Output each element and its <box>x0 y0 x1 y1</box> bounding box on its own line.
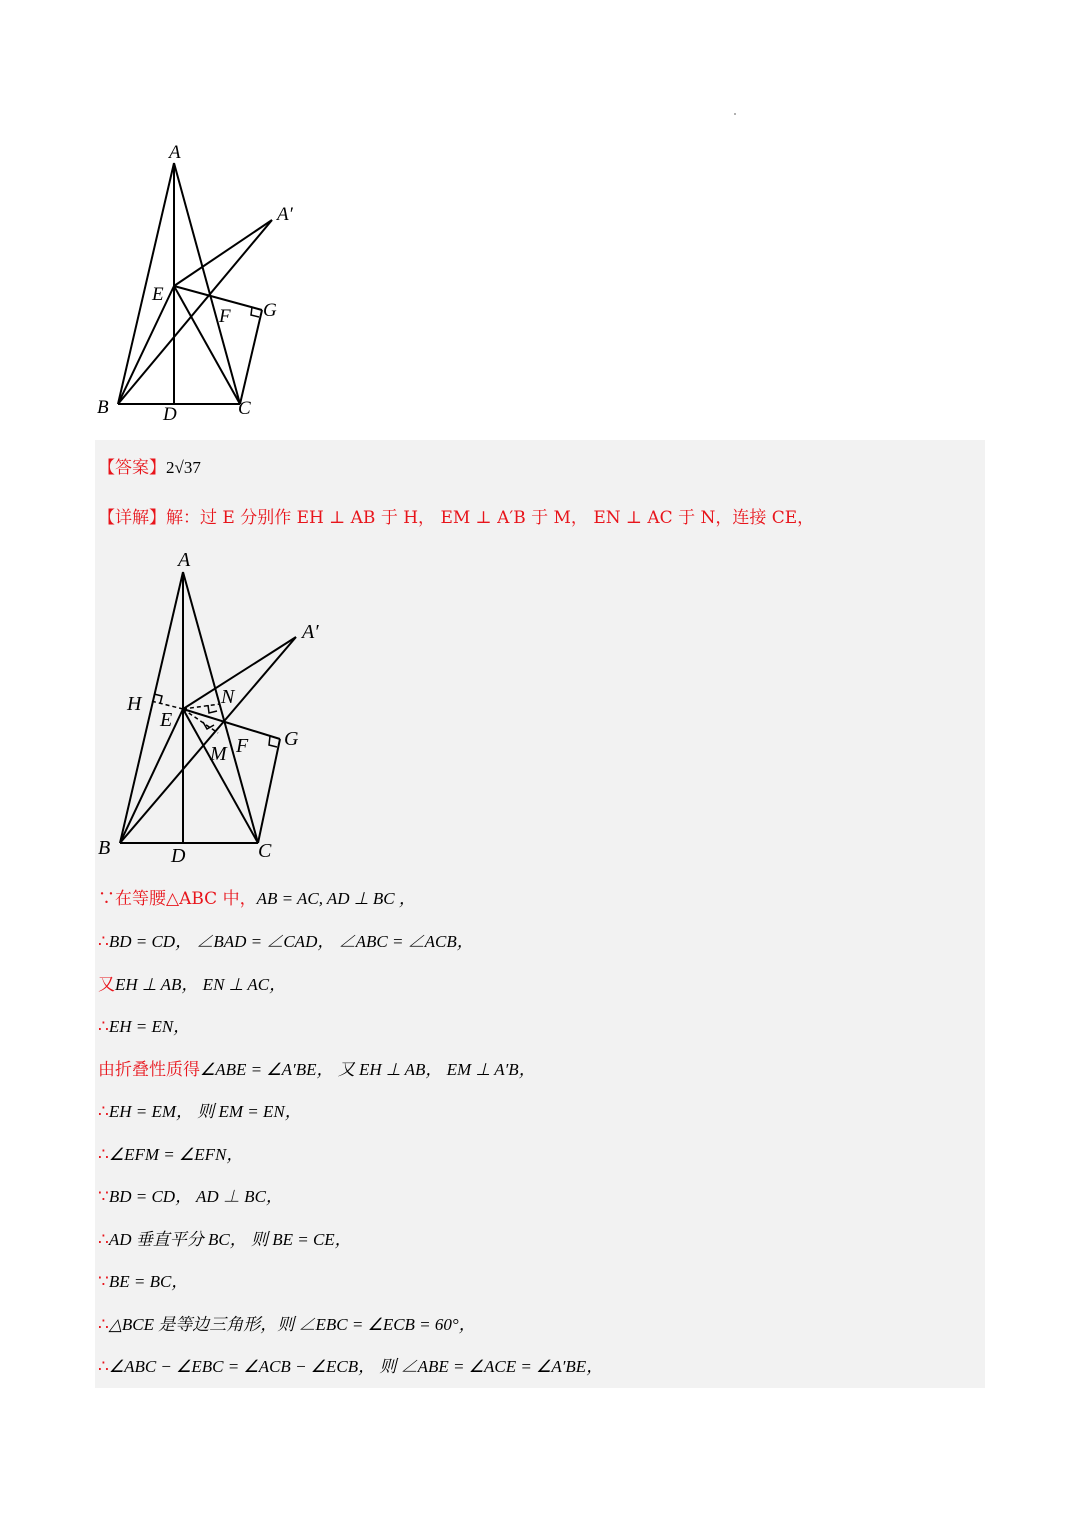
segment-BE <box>118 286 174 404</box>
step-lead: ∵ <box>98 1272 109 1292</box>
label-B: B <box>97 397 109 418</box>
label-A: A <box>169 142 181 163</box>
proof-step <box>98 1228 352 1252</box>
step-lead: 由折叠性质得 <box>98 1060 200 1080</box>
step-math: BE = BC， <box>108 1272 189 1291</box>
step-math: EH ⊥ AB， EN ⊥ AC， <box>115 975 287 994</box>
step-math: ∠ABC − ∠EBC = ∠ACB − ∠ECB， 则 ∠ABE = ∠ACE = ∠A′BE， <box>108 1357 604 1376</box>
step-lead: ∴ <box>98 1145 109 1165</box>
proof-step <box>98 1058 536 1082</box>
label-G: G <box>284 728 299 750</box>
label-E: E <box>160 709 173 731</box>
proof-step <box>98 1270 188 1294</box>
segment-AC <box>174 163 240 404</box>
answer-line <box>98 456 201 480</box>
segment-BE <box>120 709 183 843</box>
proof-step <box>98 1100 302 1124</box>
label-G: G <box>263 300 277 321</box>
step-lead: 又 <box>98 975 115 995</box>
proof-step <box>98 1143 243 1167</box>
step-lead: ∴ <box>98 1102 109 1122</box>
proof-step <box>98 973 286 997</box>
label-H: H <box>127 693 142 715</box>
step-lead: ∴ <box>98 1357 109 1377</box>
label-D: D <box>171 845 186 867</box>
proof-step <box>98 887 416 911</box>
step-lead: ∴ <box>98 1017 109 1037</box>
label-B: B <box>98 837 111 859</box>
segment-EG <box>174 286 262 310</box>
label-D: D <box>163 404 177 425</box>
segment-BA-prime <box>118 220 272 404</box>
answer-tag: 【答案】 <box>98 458 166 478</box>
step-math: BD = CD， ∠BAD = ∠CAD， ∠ABC = ∠ACB， <box>108 932 474 951</box>
step-lead: ∴ <box>98 932 109 952</box>
label-N: N <box>221 686 235 708</box>
right-angle-mark-M <box>203 722 214 729</box>
detail-tag: 【详解】 <box>98 508 166 528</box>
step-math: EH = EM， 则 EM = EN， <box>108 1102 302 1121</box>
segment-EC <box>174 286 240 404</box>
label-C: C <box>258 840 272 862</box>
answer-value: 2√37 <box>166 458 201 477</box>
proof-step <box>98 1355 603 1379</box>
step-math: △BCE 是等边三角形，则 ∠EBC = ∠ECB = 60°， <box>108 1315 476 1334</box>
label-E: E <box>152 284 164 305</box>
step-math: BD = CD， AD ⊥ BC， <box>108 1187 283 1206</box>
detail-intro-line <box>98 506 814 530</box>
segment-GC <box>258 739 280 843</box>
figure-2-geometry <box>95 545 345 870</box>
label-F: F <box>236 735 249 757</box>
proof-step <box>98 1185 283 1209</box>
step-lead: ∴ <box>98 1230 109 1250</box>
segment-EA-prime <box>183 637 296 709</box>
detail-intro: 解：过 E 分别作 EH ⊥ AB 于 H， EM ⊥ A′B 于 M， EN ⊥ AC 于 N，连接 CE， <box>166 508 815 528</box>
segment-GC <box>240 310 262 404</box>
label-A-prime: A′ <box>277 204 293 225</box>
segment-EA-prime <box>174 220 272 286</box>
label-A-prime: A′ <box>302 621 319 643</box>
label-M: M <box>210 743 227 765</box>
step-math: AD 垂直平分 BC， 则 BE = CE， <box>108 1230 352 1249</box>
step-lead: ∵在等腰△ABC 中， <box>98 889 257 909</box>
label-F: F <box>219 306 231 327</box>
proof-step <box>98 1015 190 1039</box>
figure-1-geometry <box>90 140 320 430</box>
step-math: ∠ABE = ∠A′BE， 又 EH ⊥ AB， EM ⊥ A′B， <box>200 1060 536 1079</box>
step-math: AB = AC, AD ⊥ BC ， <box>256 889 416 908</box>
proof-step <box>98 930 474 954</box>
step-math: EH = EN， <box>108 1017 191 1036</box>
step-lead: ∵ <box>98 1187 109 1207</box>
step-lead: ∴ <box>98 1315 109 1335</box>
label-A: A <box>178 549 191 571</box>
label-C: C <box>238 398 251 419</box>
proof-step <box>98 1313 476 1337</box>
right-angle-mark-N <box>208 705 217 713</box>
segment-EH-dashed <box>151 701 183 709</box>
segment-AB <box>118 163 174 404</box>
stray-dot <box>734 113 736 115</box>
step-math: ∠EFM = ∠EFN， <box>108 1145 244 1164</box>
